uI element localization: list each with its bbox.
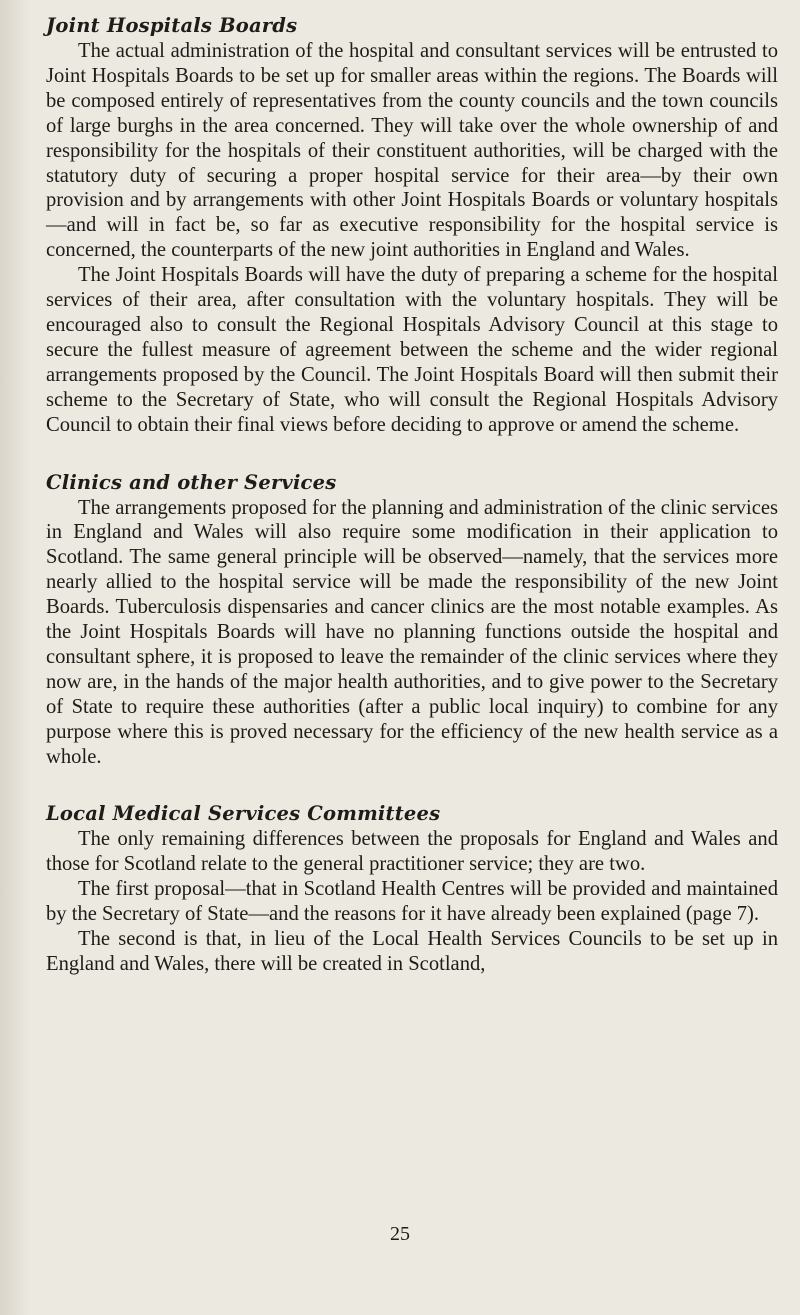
- page-number: 25: [390, 1223, 410, 1245]
- section-local-medical-services-committees: [46, 802, 778, 976]
- section-clinics-and-other-services: [46, 471, 778, 770]
- paragraph: The only remaining differences between the proposals for England and Wales and those for Scotland relate to the general practitioner service; they are two.: [46, 828, 778, 876]
- paragraph: The actual administration of the hospital and consultant services will be entrusted to Joint Hospitals Boards to be set up for smaller areas within the regions. The Boards will be composed entirely of representatives from the county councils and the town councils of large burghs in the area concerned. They will take over the whole ownership of and responsibility for the hospitals of their constituent authorities, will be charged with the statutory duty of securing a proper hospital service for their area—by their own provision and by arrangements with other Joint Hospitals Boards or voluntary hospitals—and will in fact be, so far as executive responsibility for the hospital service is concerned, the counterparts of the new joint authorities in England and Wales.: [46, 40, 778, 262]
- paragraph: The second is that, in lieu of the Local Health Services Councils to be set up in England and Wales, there will be created in Scotland,: [46, 928, 778, 975]
- section-spacer: [46, 438, 778, 471]
- paragraph: The Joint Hospitals Boards will have the duty of preparing a scheme for the hospital services of their area, after consultation with the voluntary hospitals. They will be encouraged also to consult the Regional Hospitals Advisory Council at this stage to secure the fullest measure of agreement between the scheme and the wider regional arrangements proposed by the Council. The Joint Hospitals Board will then submit their scheme to the Secretary of State, who will consult the Regional Hospitals Advisory Council to obtain their final views before deciding to approve or amend the scheme.: [46, 264, 778, 436]
- section-joint-hospitals-boards: [46, 14, 778, 438]
- section-heading: Local Medical Services Committees: [46, 802, 441, 826]
- paragraph: The first proposal—that in Scotland Health Centres will be provided and maintained by the Secretary of State—and the reasons for it have already been explained (page 7).: [46, 878, 778, 926]
- section-heading: Clinics and other Services: [46, 470, 337, 494]
- section-spacer: [46, 769, 778, 802]
- section-heading: Joint Hospitals Boards: [46, 14, 298, 37]
- paragraph: The arrangements proposed for the planning and administration of the clinic services in England and Wales will also require some modification in their application to Scotland. The same general principle will be observed—namely, that the services more nearly allied to the hospital service will be made the responsibility of the new Joint Boards. Tuberculosis dispensaries and cancer clinics are the most notable examples. As the Joint Hospitals Boards will have no planning functions outside the hospital and consultant sphere, it is proposed to leave the remainder of the clinic services where they now are, in the hands of the major health authorities, and to give power to the Secretary of State to require these authorities (after a public local inquiry) to combine for any purpose where this is proved necessary for the efficiency of the new health service as a whole.: [46, 496, 778, 768]
